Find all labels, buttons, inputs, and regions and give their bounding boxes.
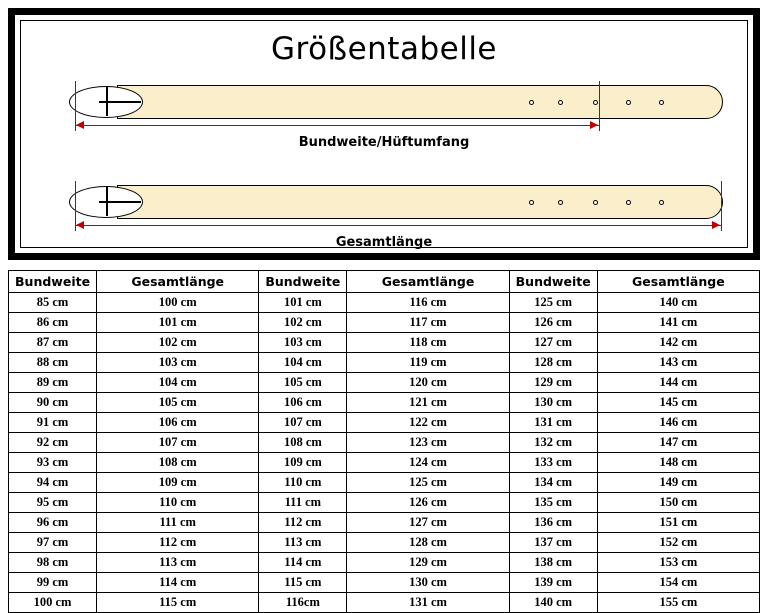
- cell-bundweite: 115 cm: [259, 573, 347, 593]
- cell-gesamtlaenge: 102 cm: [97, 333, 259, 353]
- cell-gesamtlaenge: 115 cm: [97, 593, 259, 613]
- cell-gesamtlaenge: 128 cm: [347, 533, 509, 553]
- arrow-head-left-icon: [76, 121, 84, 129]
- cell-gesamtlaenge: 148 cm: [597, 453, 759, 473]
- cell-bundweite: 89 cm: [9, 373, 97, 393]
- belt-hole: [558, 200, 563, 205]
- table-row: [9, 293, 760, 313]
- table-row: [9, 373, 760, 393]
- page-title: Größentabelle: [271, 31, 497, 67]
- cell-bundweite: 99 cm: [9, 573, 97, 593]
- cell-bundweite: 103 cm: [259, 333, 347, 353]
- size-table: [8, 270, 760, 613]
- table-row: [9, 393, 760, 413]
- belt-hole: [626, 100, 631, 105]
- cell-bundweite: 136 cm: [509, 513, 597, 533]
- belt-hole: [659, 200, 664, 205]
- cell-bundweite: 110 cm: [259, 473, 347, 493]
- cell-gesamtlaenge: 114 cm: [97, 573, 259, 593]
- column-header-gesamtlaenge-3: Gesamtlänge: [597, 271, 759, 293]
- cell-bundweite: 92 cm: [9, 433, 97, 453]
- cell-gesamtlaenge: 153 cm: [597, 553, 759, 573]
- cell-bundweite: 116cm: [259, 593, 347, 613]
- cell-bundweite: 130 cm: [509, 393, 597, 413]
- cell-bundweite: 139 cm: [509, 573, 597, 593]
- buckle-prong: [99, 101, 141, 103]
- cell-gesamtlaenge: 113 cm: [97, 553, 259, 573]
- belt-illustration-bottom: [69, 185, 723, 219]
- table-row: [9, 473, 760, 493]
- table-row: [9, 313, 760, 333]
- cell-bundweite: 88 cm: [9, 353, 97, 373]
- cell-gesamtlaenge: 100 cm: [97, 293, 259, 313]
- cell-gesamtlaenge: 116 cm: [347, 293, 509, 313]
- arrow-head-right-icon: [712, 221, 720, 229]
- cell-bundweite: 125 cm: [509, 293, 597, 313]
- cell-gesamtlaenge: 111 cm: [97, 513, 259, 533]
- cell-bundweite: 127 cm: [509, 333, 597, 353]
- cell-gesamtlaenge: 110 cm: [97, 493, 259, 513]
- cell-gesamtlaenge: 150 cm: [597, 493, 759, 513]
- belt-hole: [558, 100, 563, 105]
- column-header-gesamtlaenge-2: Gesamtlänge: [347, 271, 509, 293]
- measurement-tick-end: [599, 81, 600, 131]
- size-chart-diagram-panel: [8, 8, 760, 260]
- cell-bundweite: 112 cm: [259, 513, 347, 533]
- belt-hole: [529, 200, 534, 205]
- cell-gesamtlaenge: 122 cm: [347, 413, 509, 433]
- cell-bundweite: 87 cm: [9, 333, 97, 353]
- cell-bundweite: 93 cm: [9, 453, 97, 473]
- column-header-bundweite-2: Bundweite: [259, 271, 347, 293]
- table-row: [9, 533, 760, 553]
- cell-gesamtlaenge: 104 cm: [97, 373, 259, 393]
- cell-gesamtlaenge: 146 cm: [597, 413, 759, 433]
- cell-bundweite: 90 cm: [9, 393, 97, 413]
- table-row: [9, 573, 760, 593]
- cell-bundweite: 133 cm: [509, 453, 597, 473]
- cell-gesamtlaenge: 152 cm: [597, 533, 759, 553]
- buckle-prong: [99, 201, 141, 203]
- cell-bundweite: 106 cm: [259, 393, 347, 413]
- cell-bundweite: 109 cm: [259, 453, 347, 473]
- cell-bundweite: 114 cm: [259, 553, 347, 573]
- cell-gesamtlaenge: 121 cm: [347, 393, 509, 413]
- cell-bundweite: 113 cm: [259, 533, 347, 553]
- cell-bundweite: 95 cm: [9, 493, 97, 513]
- cell-bundweite: 104 cm: [259, 353, 347, 373]
- cell-gesamtlaenge: 108 cm: [97, 453, 259, 473]
- cell-gesamtlaenge: 129 cm: [347, 553, 509, 573]
- cell-bundweite: 138 cm: [509, 553, 597, 573]
- cell-gesamtlaenge: 127 cm: [347, 513, 509, 533]
- belt-hole: [659, 100, 664, 105]
- cell-gesamtlaenge: 101 cm: [97, 313, 259, 333]
- cell-gesamtlaenge: 155 cm: [597, 593, 759, 613]
- table-row: [9, 413, 760, 433]
- cell-bundweite: 108 cm: [259, 433, 347, 453]
- cell-gesamtlaenge: 154 cm: [597, 573, 759, 593]
- cell-bundweite: 135 cm: [509, 493, 597, 513]
- cell-bundweite: 129 cm: [509, 373, 597, 393]
- cell-gesamtlaenge: 125 cm: [347, 473, 509, 493]
- arrow-head-right-icon: [590, 121, 598, 129]
- belt-hole: [593, 100, 598, 105]
- cell-bundweite: 132 cm: [509, 433, 597, 453]
- cell-gesamtlaenge: 103 cm: [97, 353, 259, 373]
- measurement-label-gesamtlaenge: Gesamtlänge: [335, 235, 433, 250]
- table-row: [9, 513, 760, 533]
- cell-bundweite: 137 cm: [509, 533, 597, 553]
- cell-bundweite: 96 cm: [9, 513, 97, 533]
- cell-gesamtlaenge: 124 cm: [347, 453, 509, 473]
- cell-bundweite: 101 cm: [259, 293, 347, 313]
- measurement-label-bundweite: Bundweite/Hüftumfang: [298, 135, 470, 150]
- measurement-line: [75, 125, 599, 126]
- cell-gesamtlaenge: 141 cm: [597, 313, 759, 333]
- cell-gesamtlaenge: 126 cm: [347, 493, 509, 513]
- cell-gesamtlaenge: 123 cm: [347, 433, 509, 453]
- belt-illustration-top: [69, 85, 723, 119]
- cell-gesamtlaenge: 107 cm: [97, 433, 259, 453]
- cell-gesamtlaenge: 117 cm: [347, 313, 509, 333]
- arrow-head-left-icon: [76, 221, 84, 229]
- diagram-inner-frame: [20, 20, 748, 248]
- column-header-bundweite-1: Bundweite: [9, 271, 97, 293]
- column-header-bundweite-3: Bundweite: [509, 271, 597, 293]
- belt-hole: [593, 200, 598, 205]
- cell-bundweite: 85 cm: [9, 293, 97, 313]
- cell-gesamtlaenge: 145 cm: [597, 393, 759, 413]
- cell-bundweite: 86 cm: [9, 313, 97, 333]
- cell-gesamtlaenge: 131 cm: [347, 593, 509, 613]
- cell-bundweite: 134 cm: [509, 473, 597, 493]
- cell-bundweite: 97 cm: [9, 533, 97, 553]
- table-row: [9, 353, 760, 373]
- cell-gesamtlaenge: 144 cm: [597, 373, 759, 393]
- cell-gesamtlaenge: 106 cm: [97, 413, 259, 433]
- cell-gesamtlaenge: 119 cm: [347, 353, 509, 373]
- table-row: [9, 433, 760, 453]
- cell-bundweite: 131 cm: [509, 413, 597, 433]
- table-row: [9, 553, 760, 573]
- cell-gesamtlaenge: 142 cm: [597, 333, 759, 353]
- cell-bundweite: 107 cm: [259, 413, 347, 433]
- table-header-row: [9, 271, 760, 293]
- belt-strap: [117, 85, 723, 119]
- cell-gesamtlaenge: 149 cm: [597, 473, 759, 493]
- cell-gesamtlaenge: 112 cm: [97, 533, 259, 553]
- cell-gesamtlaenge: 105 cm: [97, 393, 259, 413]
- cell-bundweite: 111 cm: [259, 493, 347, 513]
- cell-gesamtlaenge: 151 cm: [597, 513, 759, 533]
- cell-gesamtlaenge: 118 cm: [347, 333, 509, 353]
- measurement-tick-end: [721, 181, 722, 231]
- cell-bundweite: 91 cm: [9, 413, 97, 433]
- cell-gesamtlaenge: 120 cm: [347, 373, 509, 393]
- column-header-gesamtlaenge-1: Gesamtlänge: [97, 271, 259, 293]
- belt-hole: [626, 200, 631, 205]
- cell-bundweite: 128 cm: [509, 353, 597, 373]
- cell-gesamtlaenge: 130 cm: [347, 573, 509, 593]
- cell-bundweite: 140 cm: [509, 593, 597, 613]
- belt-hole: [529, 100, 534, 105]
- cell-gesamtlaenge: 109 cm: [97, 473, 259, 493]
- size-table-wrapper: [8, 270, 760, 613]
- table-row: [9, 593, 760, 613]
- cell-bundweite: 102 cm: [259, 313, 347, 333]
- cell-bundweite: 105 cm: [259, 373, 347, 393]
- table-row: [9, 453, 760, 473]
- cell-gesamtlaenge: 140 cm: [597, 293, 759, 313]
- cell-gesamtlaenge: 147 cm: [597, 433, 759, 453]
- cell-bundweite: 94 cm: [9, 473, 97, 493]
- cell-gesamtlaenge: 143 cm: [597, 353, 759, 373]
- cell-bundweite: 126 cm: [509, 313, 597, 333]
- measurement-line: [75, 225, 721, 226]
- cell-bundweite: 100 cm: [9, 593, 97, 613]
- cell-bundweite: 98 cm: [9, 553, 97, 573]
- table-row: [9, 333, 760, 353]
- belt-strap: [117, 185, 723, 219]
- table-row: [9, 493, 760, 513]
